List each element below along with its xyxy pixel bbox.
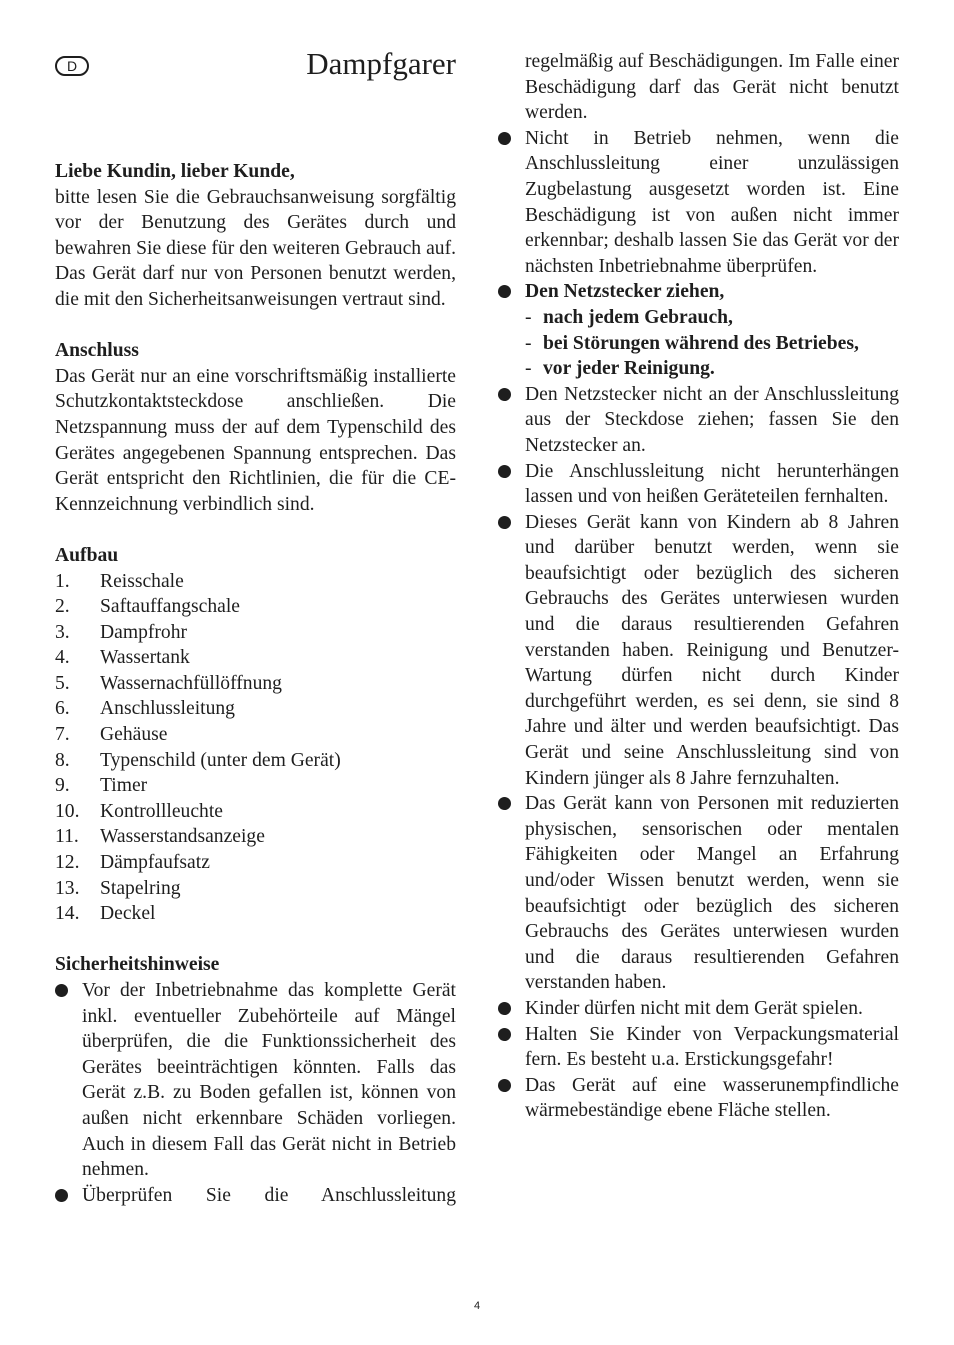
right-column <box>498 49 899 1124</box>
dash-item <box>525 305 899 331</box>
language-badge: D <box>55 56 89 76</box>
bullet-dot-icon <box>498 516 511 529</box>
bullet-dot-icon <box>498 388 511 401</box>
safety-item-text: Das Gerät kann von Personen mit reduzierten physischen, sensorischen oder mentalen Fähigkeiten oder Mangel an Erfahrung und/oder Wissen benutzt werden, wenn sie beaufsichtigt oder bezüglich des sicheren Gebrauchs des Gerätes unterwiesen wurden und die daraus resultierenden Gefahren verstanden haben. <box>525 793 899 994</box>
parts-list <box>55 569 456 927</box>
safety-item-text: Den Netzstecker ziehen, <box>525 281 725 303</box>
dash-marker: - <box>525 358 532 380</box>
safety-item-text: Vor der Inbetriebnahme das komplette Gerät inkl. eventueller Zubehörteile auf Mängel überprüfen, die die Funktionssicherheit des Gerätes beeinträchtigen könnten. Falls das Gerät z.B. zu Boden gefallen ist, können von außen nicht erkennbare Schäden vorliegen. Auch in diesem Fall das Gerät nicht in Betrieb nehmen. <box>82 980 456 1181</box>
item-number: 2. <box>55 596 70 618</box>
list-item <box>55 722 456 748</box>
dash-item <box>525 331 899 357</box>
list-item <box>55 569 456 595</box>
dash-item-text: bei Störungen während des Betriebes, <box>543 332 859 354</box>
item-label: Wassertank <box>100 647 190 669</box>
safety-item <box>498 1022 899 1073</box>
bullet-dot-icon <box>498 1002 511 1015</box>
bullet-dot-icon <box>498 797 511 810</box>
item-label: Wassernachfüllöffnung <box>100 672 282 694</box>
dash-item-text: vor jeder Reinigung. <box>543 358 715 380</box>
safety-list-left <box>55 978 456 1208</box>
item-number: 14. <box>55 903 80 925</box>
left-column <box>55 159 456 1208</box>
safety-item <box>498 382 899 459</box>
safety-item <box>498 1073 899 1124</box>
list-item <box>55 876 456 902</box>
item-label: Dampfrohr <box>100 621 188 643</box>
item-number: 11. <box>55 826 79 848</box>
safety-item-text: Das Gerät auf eine wasserunempfindliche wärmebeständige ebene Fläche stellen. <box>525 1074 899 1122</box>
item-label: Reisschale <box>100 570 184 592</box>
bullet-dot-icon <box>498 465 511 478</box>
list-item <box>55 620 456 646</box>
item-number: 12. <box>55 852 80 874</box>
bullet-dot-icon <box>55 984 68 997</box>
item-label: Dämpfaufsatz <box>100 852 210 874</box>
dash-item-text: nach jedem Gebrauch, <box>543 306 733 328</box>
bullet-dot-icon <box>498 1028 511 1041</box>
item-number: 8. <box>55 749 70 771</box>
intro-paragraph: bitte lesen Sie die Gebrauchsanweisung sorgfältig vor der Benutzung des Gerätes durch und bewahren Sie diese für den weiteren Gebrauch auf. Das Gerät darf nur von Personen benutzt werden, die mit den Sicherheitsanweisungen vertraut sind. <box>55 186 456 310</box>
item-number: 10. <box>55 800 80 822</box>
list-item <box>55 901 456 927</box>
bullet-dot-icon <box>498 285 511 298</box>
safety-item-text: Dieses Gerät kann von Kindern ab 8 Jahren und darüber benutzt werden, wenn sie beaufsichtigt oder bezüglich des sicheren Gebrauchs des Gerätes unterwiesen wurden und die daraus resultierenden Gefahren verstanden haben. Reinigung und Benutzer-Wartung dürfen nicht durch Kinder durchgeführt werden, es sei denn, sie sind 8 Jahre und älter und werden beaufsichtigt. Das Gerät und seine Anschlussleitung sind von Kindern jünger als 8 Jahre fernzuhalten. <box>525 511 899 789</box>
item-label: Timer <box>100 775 148 797</box>
safety-item-text: Kinder dürfen nicht mit dem Gerät spielen. <box>525 997 863 1019</box>
list-item <box>55 671 456 697</box>
list-item <box>55 594 456 620</box>
list-item <box>55 850 456 876</box>
item-label: Wasserstandsanzeige <box>100 826 265 848</box>
bullet-dot-icon <box>55 1189 68 1202</box>
list-item <box>55 645 456 671</box>
safety-item <box>498 996 899 1022</box>
dash-marker: - <box>525 306 532 328</box>
safety-item-text: Überprüfen Sie die Anschlussleitung <box>82 1184 456 1206</box>
item-label: Saftauffangschale <box>100 596 240 618</box>
bullet-dot-icon <box>498 132 511 145</box>
safety-item <box>498 791 899 996</box>
bullet-dot-icon <box>498 1079 511 1092</box>
item-number: 13. <box>55 877 80 899</box>
list-item <box>55 748 456 774</box>
safety-item-continuation: regelmäßig auf Beschädigungen. Im Falle einer Beschädigung darf das Gerät nicht benutzt werden. <box>525 51 899 124</box>
anschluss-paragraph: Das Gerät nur an eine vorschriftsmäßig installierte Schutzkontaktsteckdose anschließen. Die Netzspannung muss der auf dem Typenschild des Gerätes angegebenen Spannung entsprechen. Das Gerät entspricht den Richtlinien, die für die CE-Kennzeichnung verbindlich sind. <box>55 365 456 515</box>
item-label: Kontrollleuchte <box>100 800 223 822</box>
safety-heading: Sicherheitshinweise <box>55 954 220 976</box>
item-label: Anschlussleitung <box>100 698 235 720</box>
safety-item <box>55 978 456 1183</box>
safety-item <box>55 1183 456 1209</box>
list-item <box>55 824 456 850</box>
item-label: Gehäuse <box>100 724 168 746</box>
safety-item <box>498 459 899 510</box>
list-item <box>55 696 456 722</box>
page-title: Dampfgarer <box>306 46 456 81</box>
item-number: 3. <box>55 621 70 643</box>
safety-item-text: Den Netzstecker nicht an der Anschlussleitung aus der Steckdose ziehen; fassen Sie den Netzstecker an. <box>525 383 899 456</box>
aufbau-heading: Aufbau <box>55 544 119 566</box>
item-number: 4. <box>55 647 70 669</box>
item-label: Deckel <box>100 903 156 925</box>
anschluss-heading: Anschluss <box>55 340 139 362</box>
item-number: 1. <box>55 570 70 592</box>
safety-item-text: Nicht in Betrieb nehmen, wenn die Anschlussleitung einer unzulässigen Zugbelastung ausgesetzt worden ist. Eine Beschädigung ist von außen nicht immer erkennbar; deshalb lassen Sie das Gerät vor der nächsten Inbetriebnahme überprüfen. <box>525 127 899 277</box>
item-number: 5. <box>55 672 70 694</box>
safety-item <box>498 279 899 381</box>
safety-item-text: Halten Sie Kinder von Verpackungsmaterial fern. Es besteht u.a. Erstickungsgefahr! <box>525 1023 899 1071</box>
item-number: 6. <box>55 698 70 720</box>
safety-item <box>498 126 899 280</box>
item-label: Typenschild (unter dem Gerät) <box>100 749 341 771</box>
item-label: Stapelring <box>100 877 181 899</box>
safety-item-text: Die Anschlussleitung nicht herunterhängen lassen und von heißen Geräteteilen fernhalten. <box>525 460 899 508</box>
list-item <box>55 773 456 799</box>
safety-item <box>498 510 899 792</box>
dash-item <box>525 356 899 382</box>
page-number: 4 <box>473 1300 481 1312</box>
item-number: 9. <box>55 775 70 797</box>
salutation: Liebe Kundin, lieber Kunde, <box>55 161 295 182</box>
item-number: 7. <box>55 724 70 746</box>
dash-marker: - <box>525 332 532 354</box>
safety-list-right <box>498 126 899 1124</box>
list-item <box>55 799 456 825</box>
